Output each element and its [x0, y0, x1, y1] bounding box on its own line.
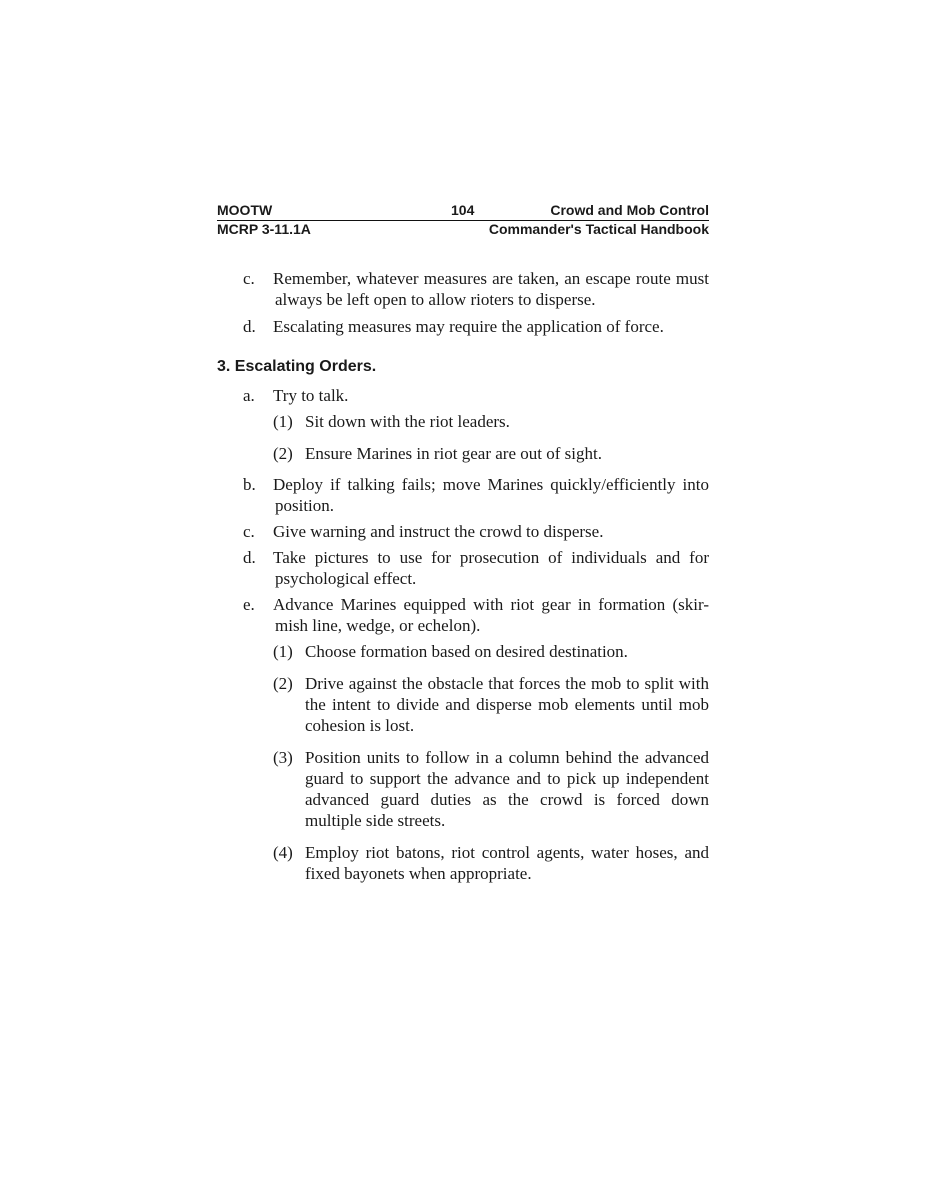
sub-item-label: (1) — [273, 412, 293, 431]
sub-item — [217, 842, 709, 884]
item-text: Advance Marines equipped with riot gear in formation (skir-mish line, wedge, or echelon). — [273, 595, 709, 635]
item-text: Take pictures to use for prosecution of individuals and for psychological effect. — [273, 548, 709, 588]
section-heading: 3. Escalating Orders. — [217, 358, 377, 375]
document-body — [217, 268, 709, 884]
list-item — [217, 385, 709, 406]
sub-item-label: (4) — [273, 843, 293, 862]
header-book-title: Commander's Tactical Handbook — [488, 221, 709, 237]
list-item — [217, 268, 709, 310]
page-number: 104 — [451, 202, 475, 218]
sub-item-text: Position units to follow in a column behind the advanced guard to support the advance and to pick up independent advanced guard duties as the crowd is forced down multiple side streets. — [305, 748, 709, 830]
list-item — [217, 547, 709, 589]
sub-item-text: Sit down with the riot leaders. — [305, 412, 510, 431]
sub-item — [217, 443, 709, 464]
sub-item-text: Ensure Marines in riot gear are out of sight. — [305, 444, 602, 463]
document-page — [217, 202, 709, 884]
running-header-top — [217, 202, 709, 219]
item-label: a. — [243, 386, 255, 405]
list-item — [217, 594, 709, 636]
item-label: b. — [243, 475, 256, 494]
list-item — [217, 474, 709, 516]
item-label: d. — [243, 317, 256, 336]
item-label: e. — [243, 595, 255, 614]
header-chapter-title: Crowd and Mob Control — [550, 202, 709, 218]
sub-item — [217, 641, 709, 662]
item-text: Try to talk. — [273, 386, 349, 405]
sub-item — [217, 411, 709, 432]
item-text: Deploy if talking fails; move Marines quickly/efficiently into position. — [273, 475, 709, 515]
list-item — [217, 521, 709, 542]
sub-item-label: (2) — [273, 444, 293, 463]
item-text: Escalating measures may require the application of force. — [273, 317, 664, 336]
sub-item — [217, 747, 709, 831]
sub-item-label: (3) — [273, 748, 293, 767]
item-label: c. — [243, 522, 255, 541]
sub-item-label: (2) — [273, 674, 293, 693]
sub-item-text: Drive against the obstacle that forces the mob to split with the intent to divide and disperse mob elements until mob cohesion is lost. — [305, 674, 709, 735]
running-header-bottom — [217, 221, 709, 238]
header-publication-number: MCRP 3-11.1A — [217, 221, 311, 237]
item-text: Remember, whatever measures are taken, an escape route must always be left open to allow rioters to disperse. — [273, 269, 709, 309]
sub-item-text: Choose formation based on desired destination. — [305, 642, 628, 661]
item-label: c. — [243, 269, 255, 288]
header-mootw: MOOTW — [217, 202, 273, 218]
item-label: d. — [243, 548, 256, 567]
sub-item-label: (1) — [273, 642, 293, 661]
list-item — [217, 316, 709, 337]
item-text: Give warning and instruct the crowd to disperse. — [273, 522, 604, 541]
sub-item — [217, 673, 709, 736]
sub-item-text: Employ riot batons, riot control agents, water hoses, and fixed bayonets when appropriate. — [305, 843, 709, 883]
